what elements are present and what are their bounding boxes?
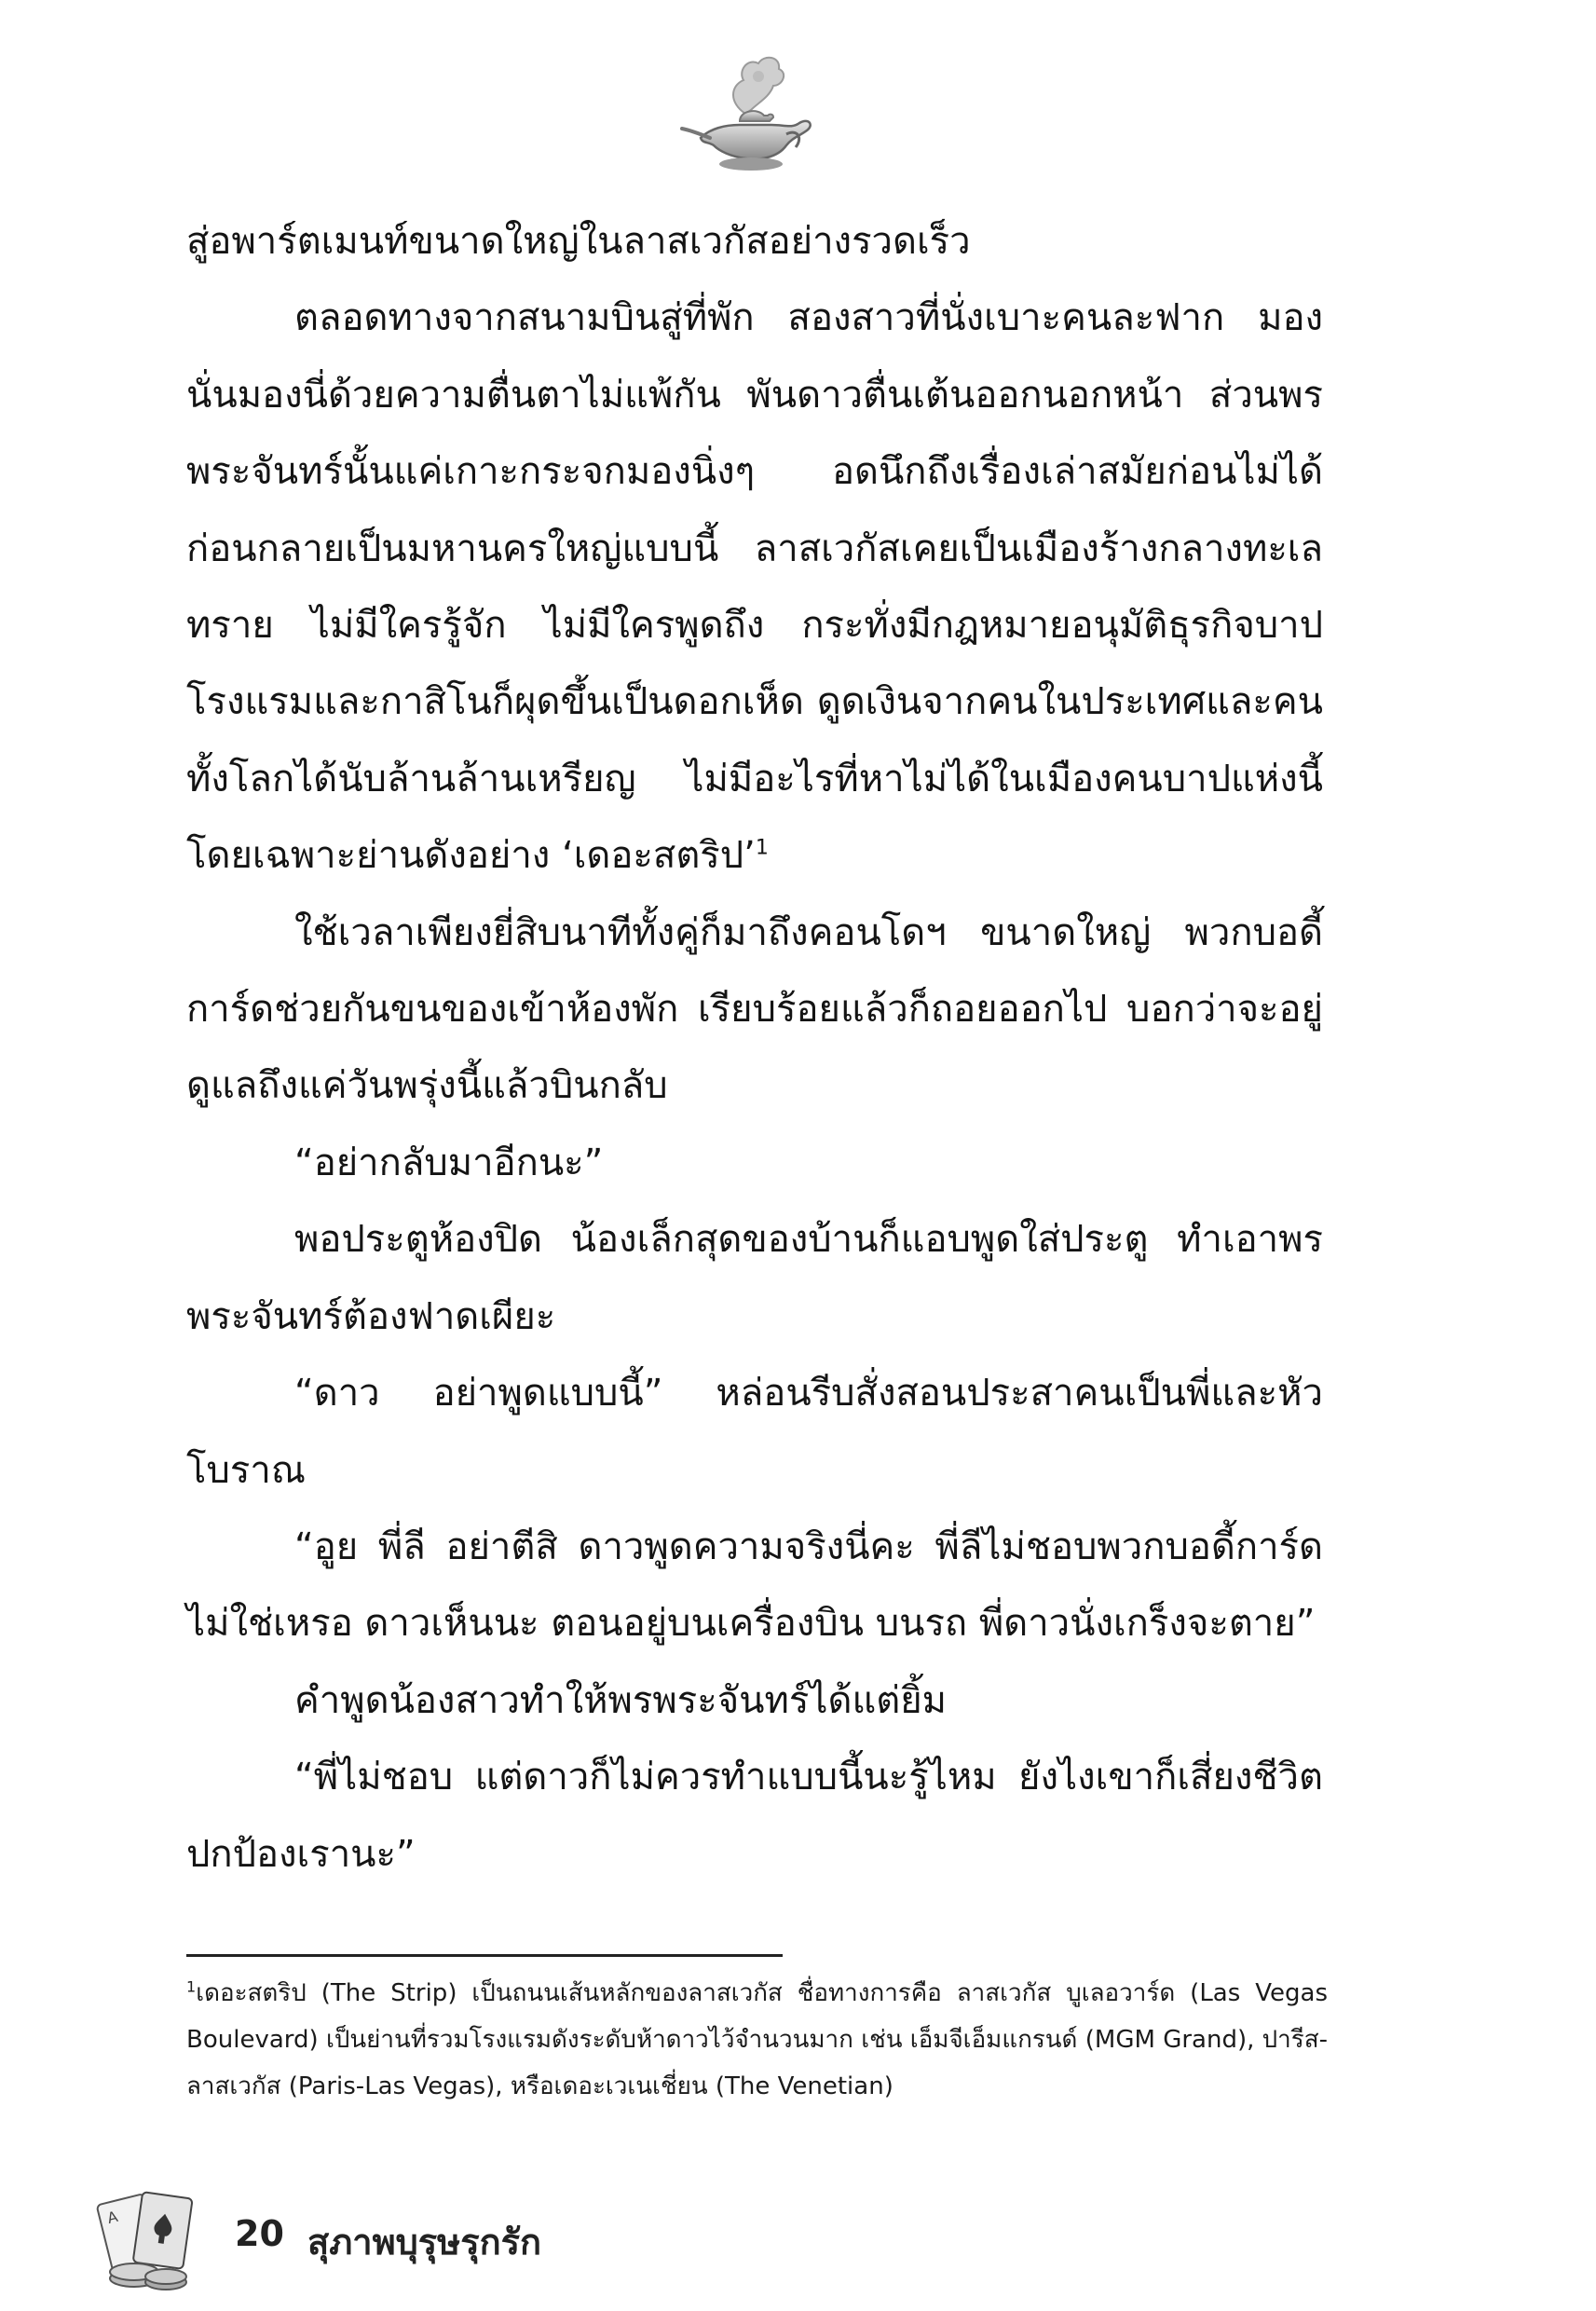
body-text — [186, 203, 1323, 1893]
footnote-ref[interactable]: 1 — [755, 836, 769, 860]
paragraph-6-text: “ดาว อย่าพูดแบบนี้” หล่อนรีบสั่งสอนประสาคนเป็นพี่และหัวโบราณ — [186, 1372, 1323, 1492]
footnote-text: เดอะสตริป (The Strip) เป็นถนนเส้นหลักของลาสเวกัส ชื่อทางการคือ ลาสเวกัส บูเลอวาร์ด (Las Vegas Boulevard) เป็นย่านที่รวมโรงแรมดังระดับห้าดาวไว้จำนวนมาก เช่น เอ็มจีเอ็มแกรนด์ (MGM Grand), ปารีส-ลาสเวกัส (Paris-Las Vegas), หรือเดอะเวเนเชี่ยน (The Venetian) — [186, 1979, 1328, 2100]
paragraph-1-text: สู่อพาร์ตเมนท์ขนาดใหญ่ในลาสเวกัสอย่างรวดเร็ว — [186, 220, 971, 263]
paragraph-3-text: ใช้เวลาเพียงยี่สิบนาทีทั้งคู่ก็มาถึงคอนโดฯ ขนาดใหญ่ พวกบอดี้การ์ดช่วยกันขนของเข้าห้องพัก เรียบร้อยแล้วก็ถอยออกไป บอกว่าจะอยู่ดูแลถึงแค่วันพรุ่งนี้แล้วบินกลับ — [186, 910, 1323, 1108]
paragraph-5 — [186, 1201, 1323, 1355]
paragraph-6 — [186, 1355, 1323, 1509]
svg-text:A: A — [105, 2207, 120, 2227]
page-number: 20 — [235, 2213, 284, 2254]
paragraph-1 — [186, 203, 1323, 280]
paragraph-8-text: คำพูดน้องสาวทำให้พรพระจันทร์ได้แต่ยิ้ม — [294, 1678, 947, 1722]
footnote — [186, 1970, 1328, 2110]
paragraph-4 — [186, 1125, 1323, 1201]
paragraph-2-text: ตลอดทางจากสนามบินสู่ที่พัก สองสาวที่นั่งเบาะคนละฟาก มองนั่นมองนี่ด้วยความตื่นตาไม่แพ้กัน พันดาวตื่นเต้นออกนอกหน้า ส่วนพรพระจันทร์นั้นแค่เกาะกระจกมองนิ่งๆ อดนึกถึงเรื่องเล่าสมัยก่อนไม่ได้ ก่อนกลายเป็นมหานครใหญ่แบบนี้ ลาสเวกัสเคยเป็นเมืองร้างกลางทะเลทราย ไม่มีใครรู้จัก ไม่มีใครพูดถึง กระทั่งมีกฎหมายอนุมัติธุรกิจบาป โรงแรมและกาสิโนก็ผุดขึ้นเป็นดอกเห็ด ดูดเงินจากคนในประเทศและคนทั้งโลกได้นับล้านล้านเหรียญ ไม่มีอะไรที่หาไม่ได้ในเมืองคนบาปแห่งนี้ โดยเฉพาะย่านดังอย่าง ‘เดอะสตริป’ — [186, 296, 1323, 878]
paragraph-9 — [186, 1739, 1323, 1893]
footnote-divider — [186, 1954, 783, 1957]
paragraph-3 — [186, 895, 1323, 1125]
paragraph-2 — [186, 280, 1323, 894]
paragraph-9-text: “พี่ไม่ชอบ แต่ดาวก็ไม่ควรทำแบบนี้นะรู้ไหม ยังไงเขาก็เสี่ยงชีวิตปกป้องเรานะ” — [186, 1756, 1323, 1876]
book-title: สุภาพบุรุษรุกรัก — [307, 2222, 542, 2263]
paragraph-7-text: “อูย พี่ลี อย่าตีสิ ดาวพูดความจริงนี่คะ พี่ลีไม่ชอบพวกบอดี้การ์ดไม่ใช่เหรอ ดาวเห็นนะ ตอนอยู่บนเครื่องบิน บนรถ พี่ดาวนั่งเกร็งจะตาย” — [186, 1525, 1323, 1646]
paragraph-5-text: พอประตูห้องปิด น้องเล็กสุดของบ้านก็แอบพูดใส่ประตู ทำเอาพรพระจันทร์ต้องฟาดเผียะ — [186, 1218, 1323, 1338]
footnote-marker: 1 — [186, 1977, 197, 1996]
paragraph-8 — [186, 1662, 1323, 1739]
page-footer — [93, 2185, 839, 2288]
paragraph-4-text: “อย่ากลับมาอีกนะ” — [294, 1141, 604, 1184]
genie-lamp-icon — [673, 48, 822, 179]
paragraph-7 — [186, 1509, 1323, 1662]
playing-cards-chips-icon — [93, 2185, 205, 2297]
